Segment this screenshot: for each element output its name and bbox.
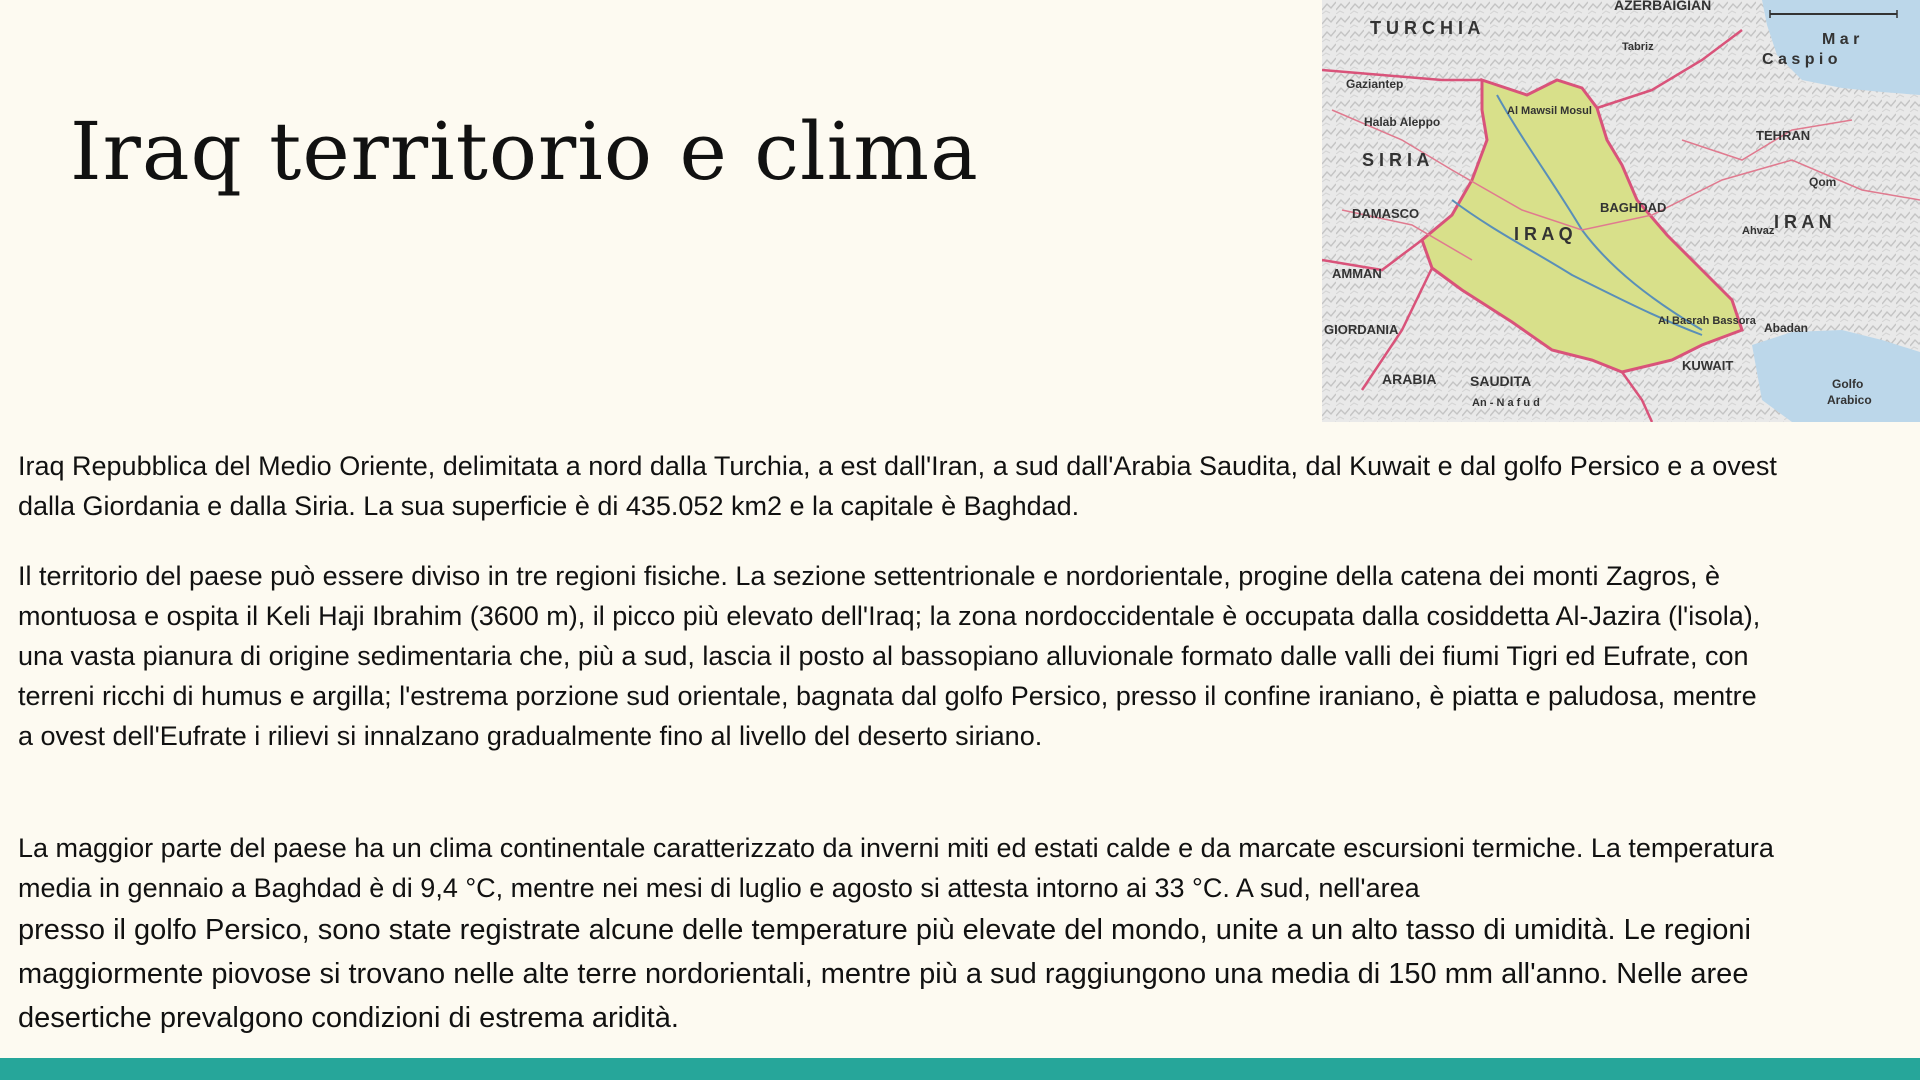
label-ahvaz: Ahvaz [1742,225,1775,237]
paragraph-climate-part1: La maggior parte del paese ha un clima continentale caratterizzato da inverni miti ed estati calde e da marcate escursioni termiche. La temperatura media in gennaio a Baghdad è di 9,4 °C, mentre nei mesi di luglio e agosto si attesta intorno ai 33 °C. A sud, nell'area [18,833,1774,903]
paragraph-climate-part2: presso il golfo Persico, sono state registrate alcune delle temperature più elevate del mondo, unite a un alto tasso di umidità. Le regioni maggiormente piovose si trovano nelle alte terre nordorientali, mentre più a sud raggiungono una media di 150 mm all'anno. Nelle aree desertiche prevalgono condizioni di estrema aridità. [18,914,1751,1034]
label-amman: AMMAN [1332,266,1382,281]
label-baghdad: BAGHDAD [1600,200,1667,215]
label-mar: M a r [1822,31,1860,48]
label-kuwait: KUWAIT [1682,358,1734,373]
label-iran: I R A N [1774,212,1832,232]
label-siria: S I R I A [1362,150,1430,170]
label-arabico: Arabico [1827,393,1872,407]
label-gaziantep: Gaziantep [1346,77,1404,91]
iraq-map-svg [1322,0,1920,422]
label-tehran: TEHRAN [1756,128,1811,143]
label-azerbaigian: AZERBAIGIAN [1614,0,1712,13]
paragraph-intro: Iraq Repubblica del Medio Oriente, delimitata a nord dalla Turchia, a est dall'Iran, a sud dall'Arabia Saudita, dal Kuwait e dal golfo Persico e a ovest dalla Giordania e dalla Siria. La sua superficie è di 435.052 km2 e la capitale è Baghdad. [18,451,1777,521]
label-turchia: T U R C H I A [1370,18,1481,38]
label-iraq: I R A Q [1514,224,1573,244]
label-mosul: Al Mawsil Mosul [1507,105,1592,117]
label-arabia: ARABIA [1382,371,1437,387]
label-caspio: C a s p i o [1762,51,1838,68]
label-basrah: Al Basrah Bassora [1658,315,1756,327]
label-damasco: DAMASCO [1352,206,1420,221]
label-halab: Halab Aleppo [1364,115,1441,129]
footer-accent-bar [0,1058,1920,1080]
label-tabriz: Tabriz [1622,41,1654,53]
label-golfo: Golfo [1832,377,1864,391]
label-saudita: SAUDITA [1470,373,1532,389]
iraq-map-image [1322,0,1920,422]
slide-title: Iraq territorio e clima [70,105,979,198]
paragraph-territory: Il territorio del paese può essere diviso in tre regioni fisiche. La sezione settentrionale e nordorientale, progine della catena dei monti Zagros, è montuosa e ospita il Keli Haji Ibrahim (3600 m), il picco più elevato dell'Iraq; la zona nordoccidentale è occupata dalla cosiddetta Al-Jazira (l'isola), una vasta pianura di origine sedimentaria che, più a sud, lascia il posto al bassopiano alluvionale formato dalle valli dei fiumi Tigri ed Eufrate, con terreni ricchi di humus e argilla; l'estrema porzione sud orientale, bagnata dal golfo Persico, presso il confine iraniano, è piatta e paludosa, mentre a ovest dell'Eufrate i rilievi si innalzano gradualmente fino al livello del deserto siriano. [18,561,1761,751]
label-qom: Qom [1809,175,1837,189]
label-abadan: Abadan [1764,321,1809,335]
label-giordania: GIORDANIA [1324,322,1399,337]
label-nafud: An - N a f u d [1472,397,1540,409]
